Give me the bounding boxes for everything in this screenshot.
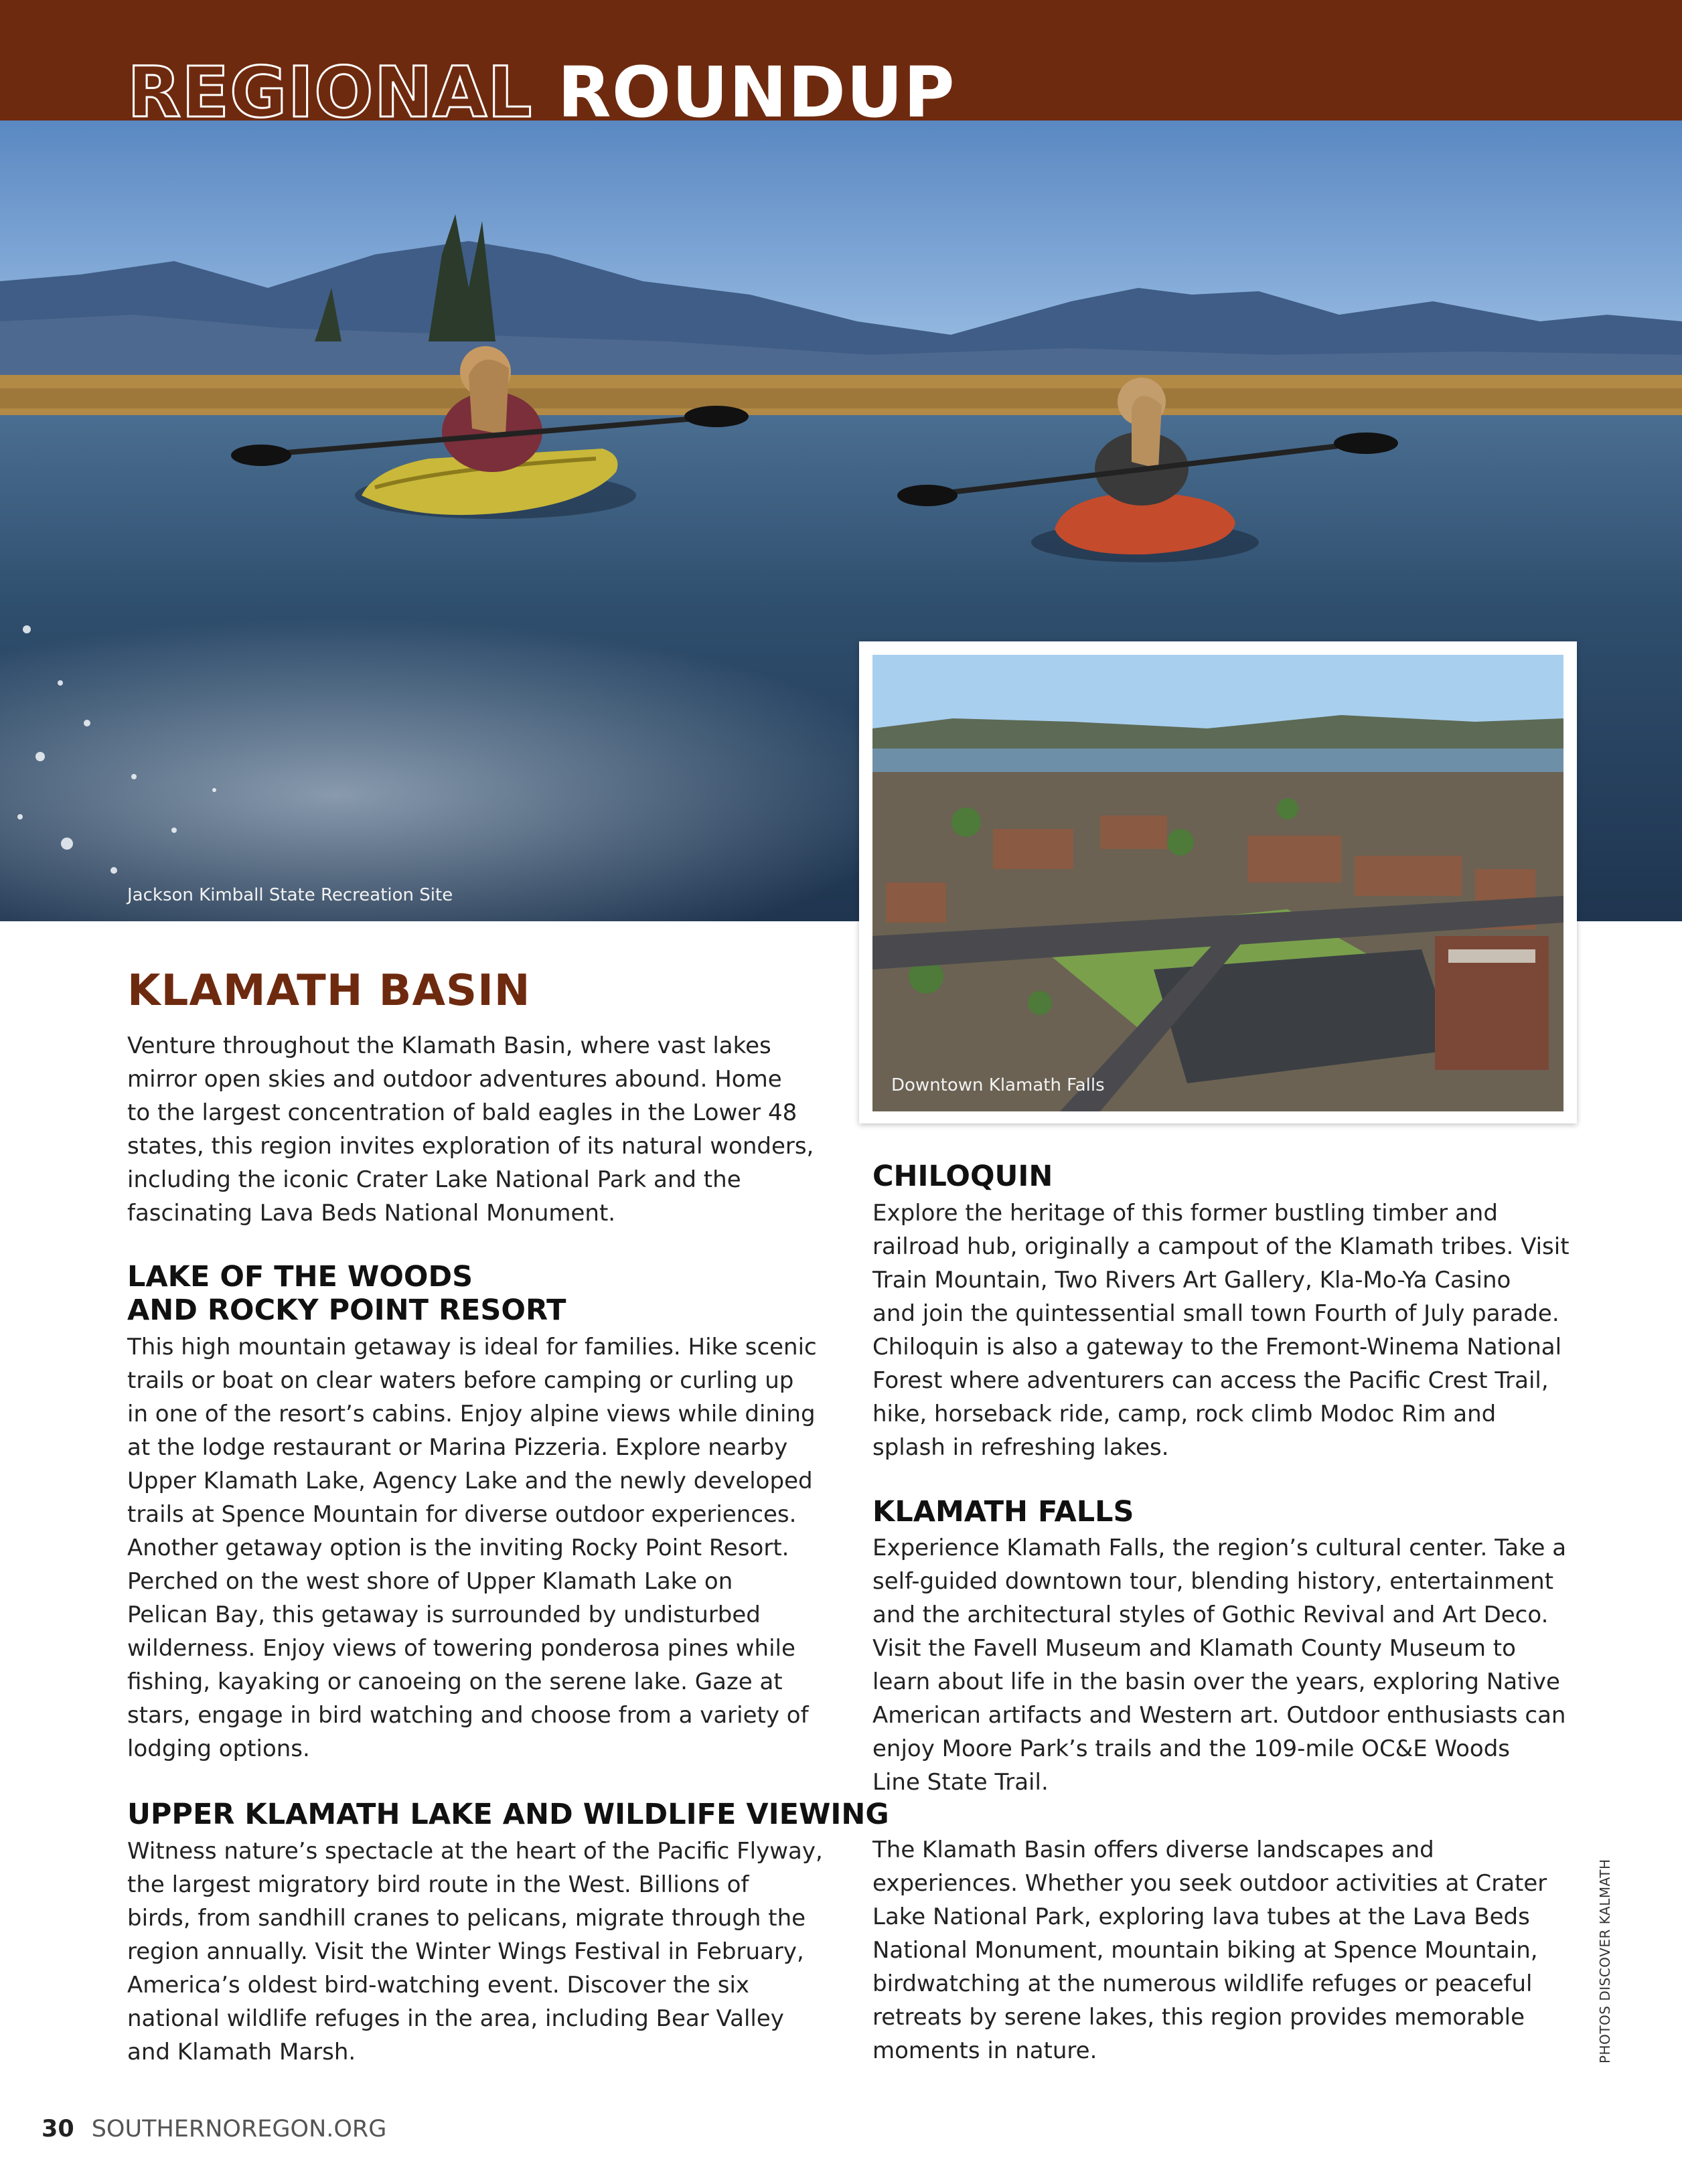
section-title-outline: REGIONAL <box>127 52 533 133</box>
chiloquin-heading: CHILOQUIN <box>872 1160 1053 1193</box>
klamath-falls-heading: KLAMATH FALLS <box>872 1495 1134 1529</box>
footer-site-link[interactable]: SOUTHERNOREGON.ORG <box>91 2116 387 2142</box>
klamath-falls-paragraph: Experience Klamath Falls, the region’s cultural center. Take a self-guided downtown tour, blending history, entertainment and the architectural styles of Gothic Revival and Art Deco. Visit the Favell Museum and Klamath County Museum to learn about life in the basin over the years, exploring Native American artifacts and Western art. Outdoor enthusiasts can enjoy Moore Park’s trails and the 109-mile OC&E Woods Line State Trail. <box>872 1535 1567 1796</box>
hero-caption: Jackson Kimball State Recreation Site <box>127 885 453 905</box>
closing-paragraph: The Klamath Basin offers diverse landscapes and experiences. Whether you seek outdoor activities at Crater Lake National Park, exploring lava tubes at the Lava Beds National Monument, mountain biking at Spence Mountain, birdwatching at the numerous wildlife refuges or peaceful retreats by serene lakes, this region provides memorable moments in nature. <box>872 1837 1547 2064</box>
inset-caption: Downtown Klamath Falls <box>891 1075 1105 1095</box>
lake-of-the-woods-heading-line1: LAKE OF THE WOODS <box>127 1260 473 1294</box>
upper-klamath-heading: UPPER KLAMATH LAKE AND WILDLIFE VIEWING <box>127 1798 889 1831</box>
chiloquin-paragraph: Explore the heritage of this former bustling timber and railroad hub, originally a campout of the Klamath tribes. Visit Train Mountain, Two Rivers Art Gallery, Kla-Mo-Ya Casino and join the quintessential small town Fourth of July parade. Chiloquin is also a gateway to the Fremont-Winema National Forest where adventurers can access the Pacific Crest Trail, hike, horseback ride, camp, rock climb Modoc Rim and splash in refreshing lakes. <box>872 1200 1570 1461</box>
intro-paragraph: Venture throughout the Klamath Basin, where vast lakes mirror open skies and outdoor adventures abound. Home to the largest concentration of bald eagles in the Lower 48 states, this region invites exploration of its natural wonders, including the iconic Crater Lake National Park and the fascinating Lava Beds National Monument. <box>127 1032 814 1227</box>
inset-photo <box>872 655 1563 1111</box>
lake-of-the-woods-paragraph: This high mountain getaway is ideal for families. Hike scenic trails or boat on clear waters before camping or curling up in one of the resort’s cabins. Enjoy alpine views while dining at the lodge restaurant or Marina Pizzeria. Explore nearby Upper Klamath Lake, Agency Lake and the newly developed trails at Spence Mountain for diverse outdoor experiences. Another getaway option is the inviting Rocky Point Resort. Perched on the west shore of Upper Klamath Lake on Pelican Bay, this getaway is surrounded by undisturbed wilderness. Enjoy views of towering ponderosa pines while fishing, kayaking or canoeing on the serene lake. Gaze at stars, engage in bird watching and choose from a variety of lodging options. <box>127 1334 817 1762</box>
photo-credit: PHOTOS DISCOVER KALMATH <box>1597 1859 1613 2063</box>
lake-of-the-woods-heading-line2: AND ROCKY POINT RESORT <box>127 1294 566 1327</box>
section-title-solid: ROUNDUP <box>557 52 955 133</box>
region-heading: KLAMATH BASIN <box>127 966 531 1016</box>
section-title <box>127 52 955 133</box>
page-footer <box>42 2116 386 2142</box>
upper-klamath-paragraph: Witness nature’s spectacle at the heart of the Pacific Flyway, the largest migratory bird route in the West. Billions of birds, from sandhill cranes to pelicans, migrate through the region annually. Visit the Winter Wings Festival in February, America’s oldest bird-watching event. Discover the six national wildlife refuges in the area, including Bear Valley and Klamath Marsh. <box>127 1838 823 2065</box>
inset-photo-illustration <box>872 655 1563 1111</box>
page-number: 30 <box>42 2116 74 2142</box>
